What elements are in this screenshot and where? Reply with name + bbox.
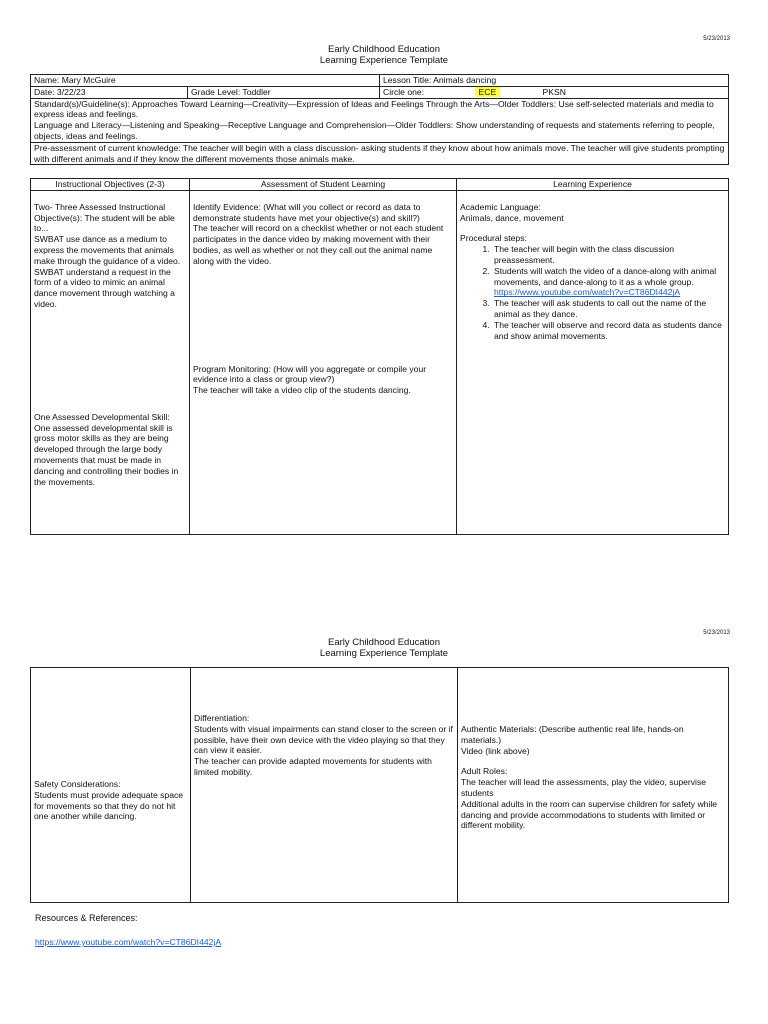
header-experience: Learning Experience [457, 179, 729, 191]
info-table [30, 74, 729, 165]
header-objectives: Instructional Objectives (2-3) [31, 179, 190, 191]
academic-language-text: Animals, dance, movement [460, 212, 564, 223]
date-cell: Date: 3/22/23 [31, 86, 188, 98]
objectives-table [30, 178, 729, 535]
objectives-heading: Two- Three Assessed Instructional Objective(s): The student will be able to... [34, 201, 175, 234]
name-cell: Name: Mary McGuire [31, 75, 380, 87]
safety-cell [31, 668, 191, 903]
safety-label: Safety Considerations: [34, 779, 121, 789]
procedural-steps-list [460, 244, 725, 341]
materials-roles-cell [458, 668, 729, 903]
preassessment-cell: Pre-assessment of current knowledge: The teacher will begin with a class discussion- asking students if they know about how animals move. The teacher will give students prompting with different animals and if they know the different movements those animals make. [31, 142, 729, 165]
ece-cell [455, 86, 523, 98]
objectives-cell [31, 190, 190, 534]
objective-1: SWBAT use dance as a medium to express the movements that animals make through the guidance of a video. [34, 234, 181, 266]
step-1: 1. The teacher will begin with the class discussion preassessment. [492, 244, 725, 266]
differentiation-text-1: Students with visual impairments can stand closer to the screen or if possible, have their own device with the video playing so that they can view it easier. [194, 723, 453, 756]
subtitle-line: Learning Experience Template [319, 648, 449, 659]
lesson-title-cell: Lesson Title: Animals dancing [380, 75, 729, 87]
considerations-table [30, 667, 729, 903]
step-4: 4. The teacher will observe and record data as students dance and show animal movements. [492, 320, 725, 342]
monitoring-text: The teacher will take a video clip of the students dancing. [193, 385, 411, 396]
safety-text: Students must provide adequate space for movements so that they do not hit one another while dancing. [34, 789, 184, 822]
standards-text-2: Language and Literacy—Listening and Speaking—Receptive Language and Comprehension—Older Toddlers: Show understanding of requests and statements referring to people, objects, ideas and feelings. [34, 120, 715, 141]
page-date: 5/23/2013 [703, 36, 730, 42]
resources-link[interactable]: https://www.youtube.com/watch?v=CT86DI442jA [35, 937, 222, 947]
monitoring-prompt: Program Monitoring: (How will you aggregate or compile your evidence into a class or group view?) [193, 363, 427, 385]
standards-text: Standard(s)/Guideline(s): Approaches Toward Learning—Creativity—Expression of Ideas and Feelings Through the Arts—Older Toddlers: Use self-selected materials and media to express ideas and feelings. [34, 98, 714, 120]
step-2 [492, 266, 725, 298]
standards-cell [31, 98, 729, 142]
subtitle-line: Learning Experience Template [319, 55, 449, 66]
title-line: Early Childhood Education [328, 637, 440, 648]
step-3: 3. The teacher will ask students to call out the name of the animal as they dance. [492, 298, 725, 320]
developmental-skill-text: One assessed developmental skill is gross motor skills as they are being developed through the large body movements that must be made in dancing and controlling their bodies in the movements. [34, 422, 179, 487]
materials-text: Video (link above) [461, 745, 530, 756]
evidence-text: The teacher will record on a checklist whether or not each student participates in the dance video by making movement with their bodies, as well as whether or not they call out the animal name along with the video. [193, 223, 444, 266]
developmental-skill-heading: One Assessed Developmental Skill: [34, 411, 170, 422]
materials-label: Authentic Materials: (Describe authentic real life, hands-on materials.) [461, 724, 684, 745]
page-title [0, 44, 768, 66]
differentiation-label: Differentiation: [194, 713, 250, 723]
ece-highlight: ECE [475, 87, 501, 97]
adult-roles-text-2: Additional adults in the room can supervise children for safety while dancing and provide accommodations to students with limited or different mobility. [461, 798, 718, 831]
video-link[interactable]: https://www.youtube.com/watch?v=CT86DI442jA [494, 287, 681, 298]
step-2-text: Students will watch the video of a dance-along with animal movements, and dance-along to it as a whole group. [494, 265, 717, 287]
pksn-cell: PKSN [523, 86, 729, 98]
evidence-prompt: Identify Evidence: (What will you collect or record as data to demonstrate students have met your objective(s) and skill?) [193, 201, 421, 223]
circle-one-cell: Circle one: [380, 86, 455, 98]
resources-label: Resources & References: [35, 913, 138, 923]
differentiation-cell [191, 668, 458, 903]
header-assessment: Assessment of Student Learning [190, 179, 457, 191]
experience-cell [457, 190, 729, 534]
grade-level-cell: Grade Level: Toddler [188, 86, 380, 98]
title-line: Early Childhood Education [328, 44, 440, 55]
page2-date: 5/23/2013 [703, 630, 730, 636]
adult-roles-label: Adult Roles: [461, 766, 508, 777]
procedural-steps-label: Procedural steps: [460, 233, 527, 244]
academic-language-label: Academic Language: [460, 201, 541, 212]
differentiation-text-2: The teacher can provide adapted movements for students with limited mobility. [194, 756, 432, 777]
objective-2: SWBAT understand a request in the form of a video to mimic an animal dance movement through watching a video. [34, 266, 175, 309]
page2-title [0, 637, 768, 659]
assessment-cell [190, 190, 457, 534]
adult-roles-text-1: The teacher will lead the assessments, play the video, supervise students [461, 777, 707, 798]
